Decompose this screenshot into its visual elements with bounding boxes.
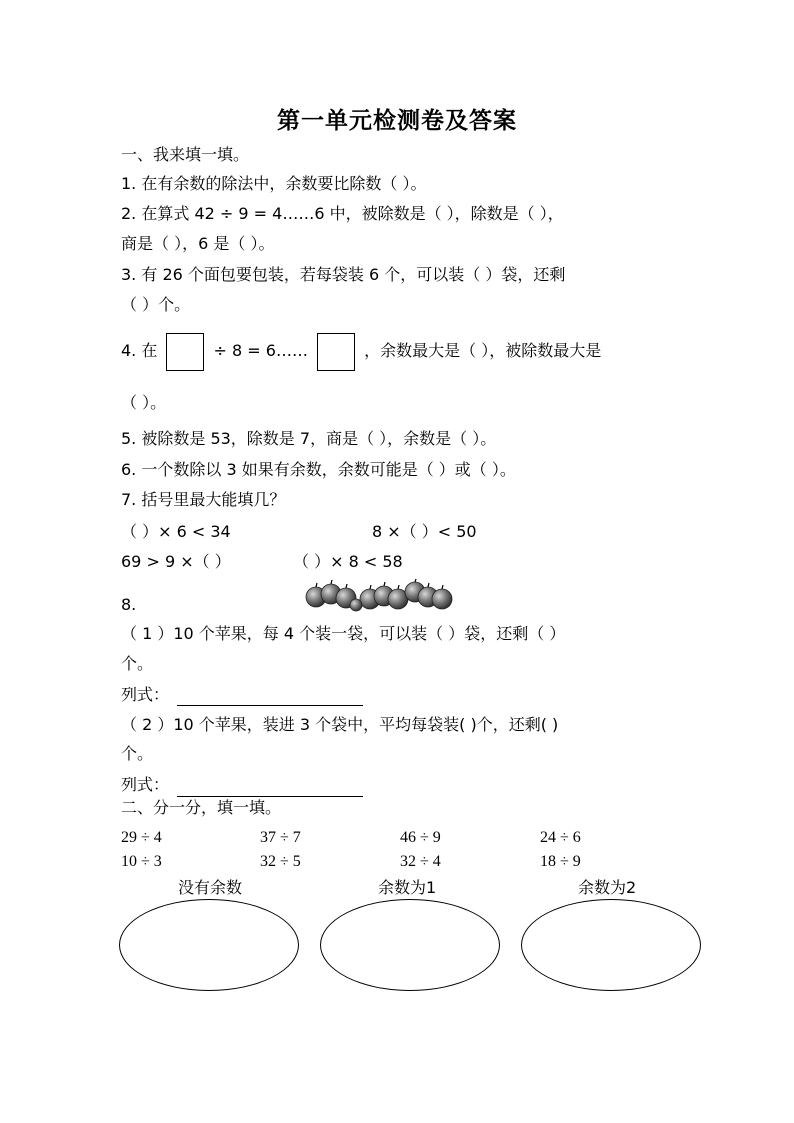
question-3-line2: （ ）个。 [121,295,191,314]
sort-oval-remainder-1[interactable] [320,899,500,991]
formula-label-2: 列式： [121,775,170,794]
sort-oval-remainder-2[interactable] [521,899,701,991]
question-4-prefix: 4. 在 [121,341,158,360]
page-title: 第一单元检测卷及答案 [277,108,517,134]
question-8-part1-line1: （ 1 ）10 个苹果，每 4 个装一袋，可以装（ ）袋，还剩（ ） [121,624,566,643]
division-item: 32 ÷ 5 [260,853,301,870]
question-4-line2: （ ）。 [121,393,167,412]
question-7-item-b: 8 ×（ ）< 50 [372,522,477,541]
question-3-line1: 3. 有 26 个面包要包装，若每袋装 6 个，可以装（ ）袋，还剩 [121,265,566,284]
division-item: 46 ÷ 9 [400,829,441,846]
formula-answer-line-2[interactable] [177,796,363,797]
formula-answer-line-1[interactable] [177,705,363,706]
question-4-line1 [121,332,601,371]
question-8-part1-line2: 个。 [121,654,154,673]
remainder-box[interactable] [317,333,355,371]
section2-heading: 二、分一分，填一填。 [121,798,282,817]
formula-label-1: 列式： [121,685,170,704]
division-item: 29 ÷ 4 [121,829,162,846]
question-6: 6. 一个数除以 3 如果有余数，余数可能是（ ）或（ ）。 [121,460,516,479]
question-8-part2-line2: 个。 [121,744,154,763]
dividend-box[interactable] [166,333,204,371]
question-2-line1: 2. 在算式 42 ÷ 9 = 4……6 中，被除数是（ ），除数是（ ）， [121,204,564,223]
question-7-item-a: （ ）× 6 < 34 [121,522,231,541]
category-label-no-remainder: 没有余数 [178,878,243,897]
division-item: 24 ÷ 6 [540,829,581,846]
division-item: 32 ÷ 4 [400,853,441,870]
question-2-line2: 商是（ ），6 是（ ）。 [121,234,275,253]
sort-oval-no-remainder[interactable] [119,899,299,991]
question-7-item-c: 69 > 9 ×（ ） [121,552,231,571]
apple-group-icon [304,578,458,612]
question-4-middle: ÷ 8 = 6…… [213,341,308,360]
question-7-item-d: （ ）× 8 < 58 [293,552,403,571]
question-7: 7. 括号里最大能填几？ [121,490,286,509]
division-item: 18 ÷ 9 [540,853,581,870]
question-5: 5. 被除数是 53，除数是 7，商是（ ），余数是（ ）。 [121,429,497,448]
question-4-suffix: ，余数最大是（ ），被除数最大是 [364,341,602,360]
question-1: 1. 在有余数的除法中，余数要比除数（ ）。 [121,174,427,193]
section1-heading: 一、我来填一填。 [121,145,250,164]
question-8-part2-line1: （ 2 ）10 个苹果，装进 3 个袋中，平均每袋装( )个，还剩( ) [121,715,559,734]
category-label-remainder-1: 余数为1 [378,878,437,897]
division-item: 37 ÷ 7 [260,829,301,846]
division-item: 10 ÷ 3 [121,853,162,870]
category-label-remainder-2: 余数为2 [578,878,637,897]
question-8: 8. [121,595,137,614]
